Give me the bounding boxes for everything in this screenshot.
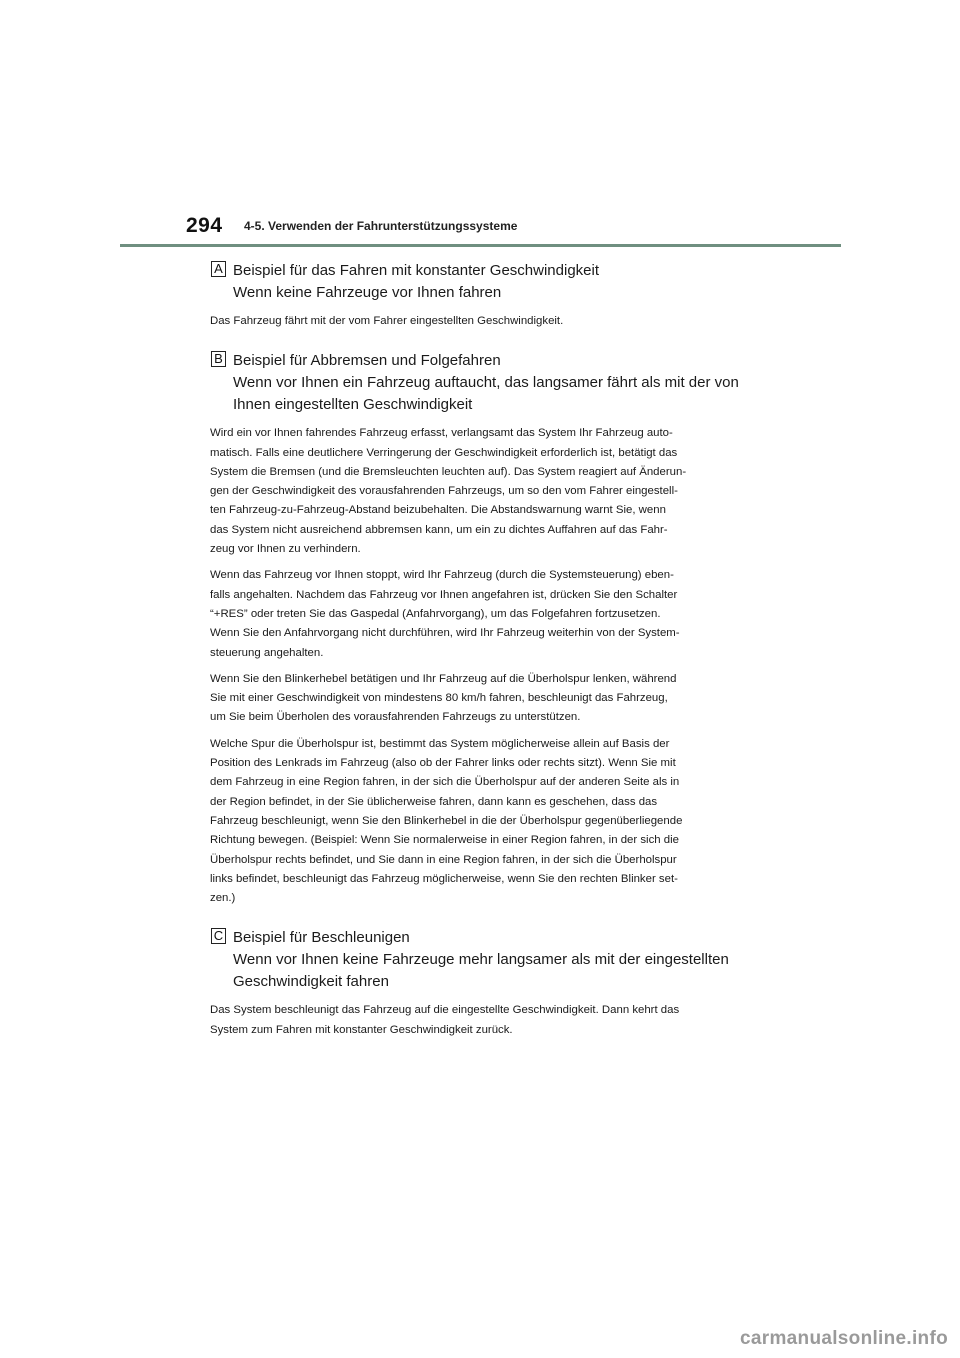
- block-subtitle: Wenn vor Ihnen ein Fahrzeug auftaucht, das langsamer fährt als mit der von: [233, 374, 739, 392]
- marker-c: C: [211, 928, 226, 944]
- block-b: [210, 350, 750, 908]
- paragraph: Wird ein vor Ihnen fahrendes Fahrzeug erfasst, verlangsamt das System Ihr Fahrzeug auto- matisch. Falls eine deutlichere Verringerung der Geschwindigkeit erforderlich ist, betätigt das System die Bremsen (und die Bremsleuchten leuchten auf). Das System reagiert auf Änderun- gen der Geschwindigkeit des vorausfahrenden Fahrzeugs, um so den vom Fahrer eingestell- ten Fahrzeug-zu-Fahrzeug-Abstand beizubehalten. Die Abstandswarnung warnt Sie, wenn das System nicht ausreichend abbremsen kann, um ein zu dichtes Auffahren auf das Fahr- zeug vor Ihnen zu verhindern.: [210, 427, 687, 556]
- page-header: [0, 0, 960, 250]
- block-subtitle: Ihnen eingestellten Geschwindigkeit: [233, 396, 473, 414]
- block-subtitle: Wenn keine Fahrzeuge vor Ihnen fahren: [233, 284, 502, 301]
- block-title: Beispiel für Abbremsen und Folgefahren: [233, 352, 501, 370]
- main-content: [210, 260, 750, 1047]
- marker-a: A: [211, 261, 226, 277]
- paragraph: Das Fahrzeug fährt mit der vom Fahrer eingestellten Geschwindigkeit.: [210, 315, 564, 327]
- section-title: 4-5. Verwenden der Fahrunterstützungssysteme: [244, 219, 518, 233]
- header-divider: [120, 244, 841, 247]
- block-subtitle: Wenn vor Ihnen keine Fahrzeuge mehr langsamer als mit der eingestellten: [233, 951, 729, 969]
- paragraph: Das System beschleunigt das Fahrzeug auf die eingestellte Geschwindigkeit. Dann kehrt das System zum Fahren mit konstanter Geschwindigkeit zurück.: [210, 1004, 680, 1036]
- block-c: [210, 927, 750, 1040]
- block-heading: [210, 260, 750, 304]
- paragraph: Wenn das Fahrzeug vor Ihnen stoppt, wird Ihr Fahrzeug (durch die Systemsteuerung) eben- falls angehalten. Nachdem das Fahrzeug vor Ihnen angefahren ist, drücken Sie den Schalter “+RES” oder treten Sie das Gaspedal (Anfahrvorgang), um das Folgefahren fortzusetzen. Wenn Sie den Anfahrvorgang nicht durchführen, wird Ihr Fahrzeug weiterhin von der System- steuerung angehalten.: [210, 569, 680, 659]
- paragraph: Wenn Sie den Blinkerhebel betätigen und Ihr Fahrzeug auf die Überholspur lenken, während Sie mit einer Geschwindigkeit von mindestens 80 km/h fahren, beschleunigt das Fahrzeug, um Sie beim Überholen des vorausfahrenden Fahrzeugs zu unterstützen.: [210, 672, 677, 724]
- block-subtitle: Geschwindigkeit fahren: [233, 973, 389, 991]
- block-title: Beispiel für Beschleunigen: [233, 929, 410, 947]
- watermark: carmanualsonline.info: [740, 1328, 948, 1349]
- block-heading: [210, 927, 750, 993]
- block-a: [210, 260, 750, 331]
- block-heading: [210, 350, 750, 416]
- marker-b: B: [211, 351, 226, 367]
- paragraph: Welche Spur die Überholspur ist, bestimmt das System möglicherweise allein auf Basis der Position des Lenkrads im Fahrzeug (also ob der Fahrer links oder rechts sitzt). Wenn Sie mit dem Fahrzeug in eine Region fahren, in der sich die Überholspur auf der anderen Seite als in der Region befindet, in der Sie üblicherweise fahren, dann kann es geschehen, dass das Fahrzeug beschleunigt, wenn Sie den Blinkerhebel in die der Überholspur gegenüberliegende Richtung bewegen. (Beispiel: Wenn Sie normalerweise in einer Region fahren, in der sich die Überholspur rechts befindet, und Sie dann in eine Region fahren, in der sich die Überholspur links befindet, beschleunigt das Fahrzeug möglicherweise, wenn Sie den rechten Blinker set- zen.): [210, 737, 683, 905]
- block-title: Beispiel für das Fahren mit konstanter Geschwindigkeit: [233, 262, 600, 279]
- page-number: 294: [186, 214, 223, 237]
